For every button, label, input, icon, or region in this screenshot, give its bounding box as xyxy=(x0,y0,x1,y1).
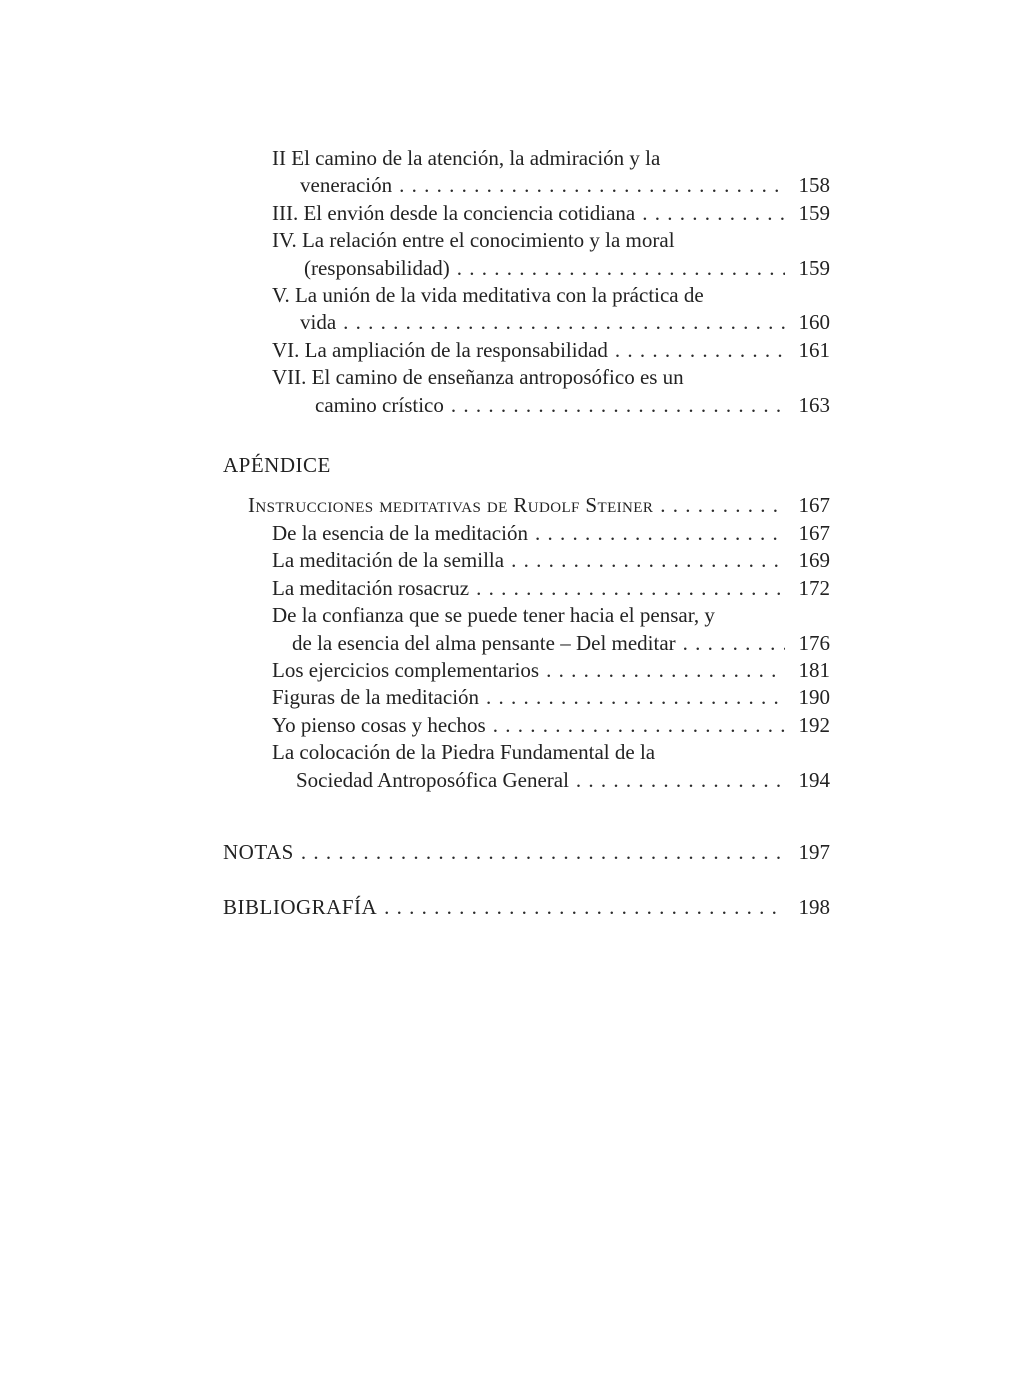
toc-entry-line xyxy=(0,227,1024,254)
dot-leader xyxy=(486,684,785,711)
page-number: 160 xyxy=(798,310,830,335)
toc-entry-bibliografia xyxy=(0,894,1024,921)
toc-entry-text: La meditación rosacruz xyxy=(272,575,470,600)
dot-leader xyxy=(476,575,785,602)
toc-entry-text: BIBLIOGRAFÍA xyxy=(223,895,378,920)
dot-leader xyxy=(301,839,785,866)
page-number: 192 xyxy=(798,712,830,737)
dot-leader xyxy=(451,392,785,419)
toc-entry-line xyxy=(0,282,1024,309)
page-number: 163 xyxy=(798,392,830,417)
page-number: 198 xyxy=(798,895,830,920)
page-number: 169 xyxy=(798,548,830,573)
dot-leader xyxy=(493,712,785,739)
page-number: 159 xyxy=(798,255,830,280)
toc-entry-text: V. La unión de la vida meditativa con la práctica de xyxy=(272,283,704,308)
dot-leader xyxy=(660,492,785,519)
toc-entry-line xyxy=(0,630,1024,657)
page-number: 161 xyxy=(798,337,830,362)
dot-leader xyxy=(511,547,785,574)
toc-entry-text: Los ejercicios complementarios xyxy=(272,657,540,682)
dot-leader xyxy=(642,200,785,227)
toc-entry-line xyxy=(0,547,1024,574)
toc-entry-text: VII. El camino de enseñanza antroposófico es un xyxy=(272,365,684,390)
page-number: 159 xyxy=(798,200,830,225)
toc-entry-notas xyxy=(0,839,1024,866)
dot-leader xyxy=(683,630,785,657)
toc-entry-line xyxy=(0,172,1024,199)
toc-entry-line xyxy=(0,364,1024,391)
dot-leader xyxy=(399,172,785,199)
page-number: 190 xyxy=(798,685,830,710)
page-number: 181 xyxy=(798,657,830,682)
dot-leader xyxy=(576,767,785,794)
dot-leader xyxy=(384,894,785,921)
toc-entry-text: De la confianza que se puede tener hacia el pensar, y xyxy=(272,603,715,628)
page-number: 167 xyxy=(798,520,830,545)
toc-entry-line xyxy=(0,602,1024,629)
toc-entry-line xyxy=(0,337,1024,364)
toc-entry-line xyxy=(0,684,1024,711)
page-number: 176 xyxy=(798,630,830,655)
toc-entry-text: VI. La ampliación de la responsabilidad xyxy=(272,337,608,362)
page-number: 167 xyxy=(798,493,830,518)
toc-entry-text: IV. La relación entre el conocimiento y la moral xyxy=(272,228,675,253)
dot-leader xyxy=(535,520,785,547)
toc-entry-text: Yo pienso cosas y hechos xyxy=(272,712,486,737)
toc-entry-line xyxy=(0,492,1024,519)
toc-entry-text: Sociedad Antroposófica General xyxy=(296,767,569,792)
page-number: 194 xyxy=(798,767,830,792)
toc-entry-text: Instrucciones meditativas de Rudolf Steiner xyxy=(248,493,654,518)
toc-entry-line xyxy=(0,145,1024,172)
toc-entry-text: Figuras de la meditación xyxy=(272,685,480,710)
toc-entry-line xyxy=(0,739,1024,766)
toc-entry-text: La meditación de la semilla xyxy=(272,548,505,573)
toc-entry-line xyxy=(0,712,1024,739)
toc-entry-line xyxy=(0,575,1024,602)
section-heading-apendice xyxy=(0,452,1024,479)
toc-entry-text: II El camino de la atención, la admiración y la xyxy=(272,146,661,170)
toc-entry-text: NOTAS xyxy=(223,839,294,864)
toc-entry-text: III. El envión desde la conciencia cotidiana xyxy=(272,200,636,225)
page-number: 172 xyxy=(798,575,830,600)
toc-entry-line xyxy=(0,200,1024,227)
toc-entry-text: (responsabilidad) xyxy=(304,255,450,280)
toc-entry-text: veneración xyxy=(300,173,393,198)
toc-entry-line xyxy=(0,255,1024,282)
page-number: 197 xyxy=(798,839,830,864)
dot-leader xyxy=(457,255,785,282)
toc-entry-text: camino crístico xyxy=(315,392,444,417)
toc-entry-line xyxy=(0,657,1024,684)
dot-leader xyxy=(546,657,785,684)
toc-entry-text: vida xyxy=(300,310,337,335)
dot-leader xyxy=(615,337,785,364)
toc-entry-text: de la esencia del alma pensante – Del meditar xyxy=(292,630,676,655)
section-heading-text: APÉNDICE xyxy=(223,453,331,478)
toc-entry-line xyxy=(0,520,1024,547)
toc-entry-text: De la esencia de la meditación xyxy=(272,520,528,545)
dot-leader xyxy=(343,309,785,336)
toc-entry-line xyxy=(0,767,1024,794)
toc-entry-line xyxy=(0,392,1024,419)
page-number: 158 xyxy=(798,173,830,198)
toc-entry-line xyxy=(0,309,1024,336)
toc-entry-text: La colocación de la Piedra Fundamental de la xyxy=(272,740,656,765)
